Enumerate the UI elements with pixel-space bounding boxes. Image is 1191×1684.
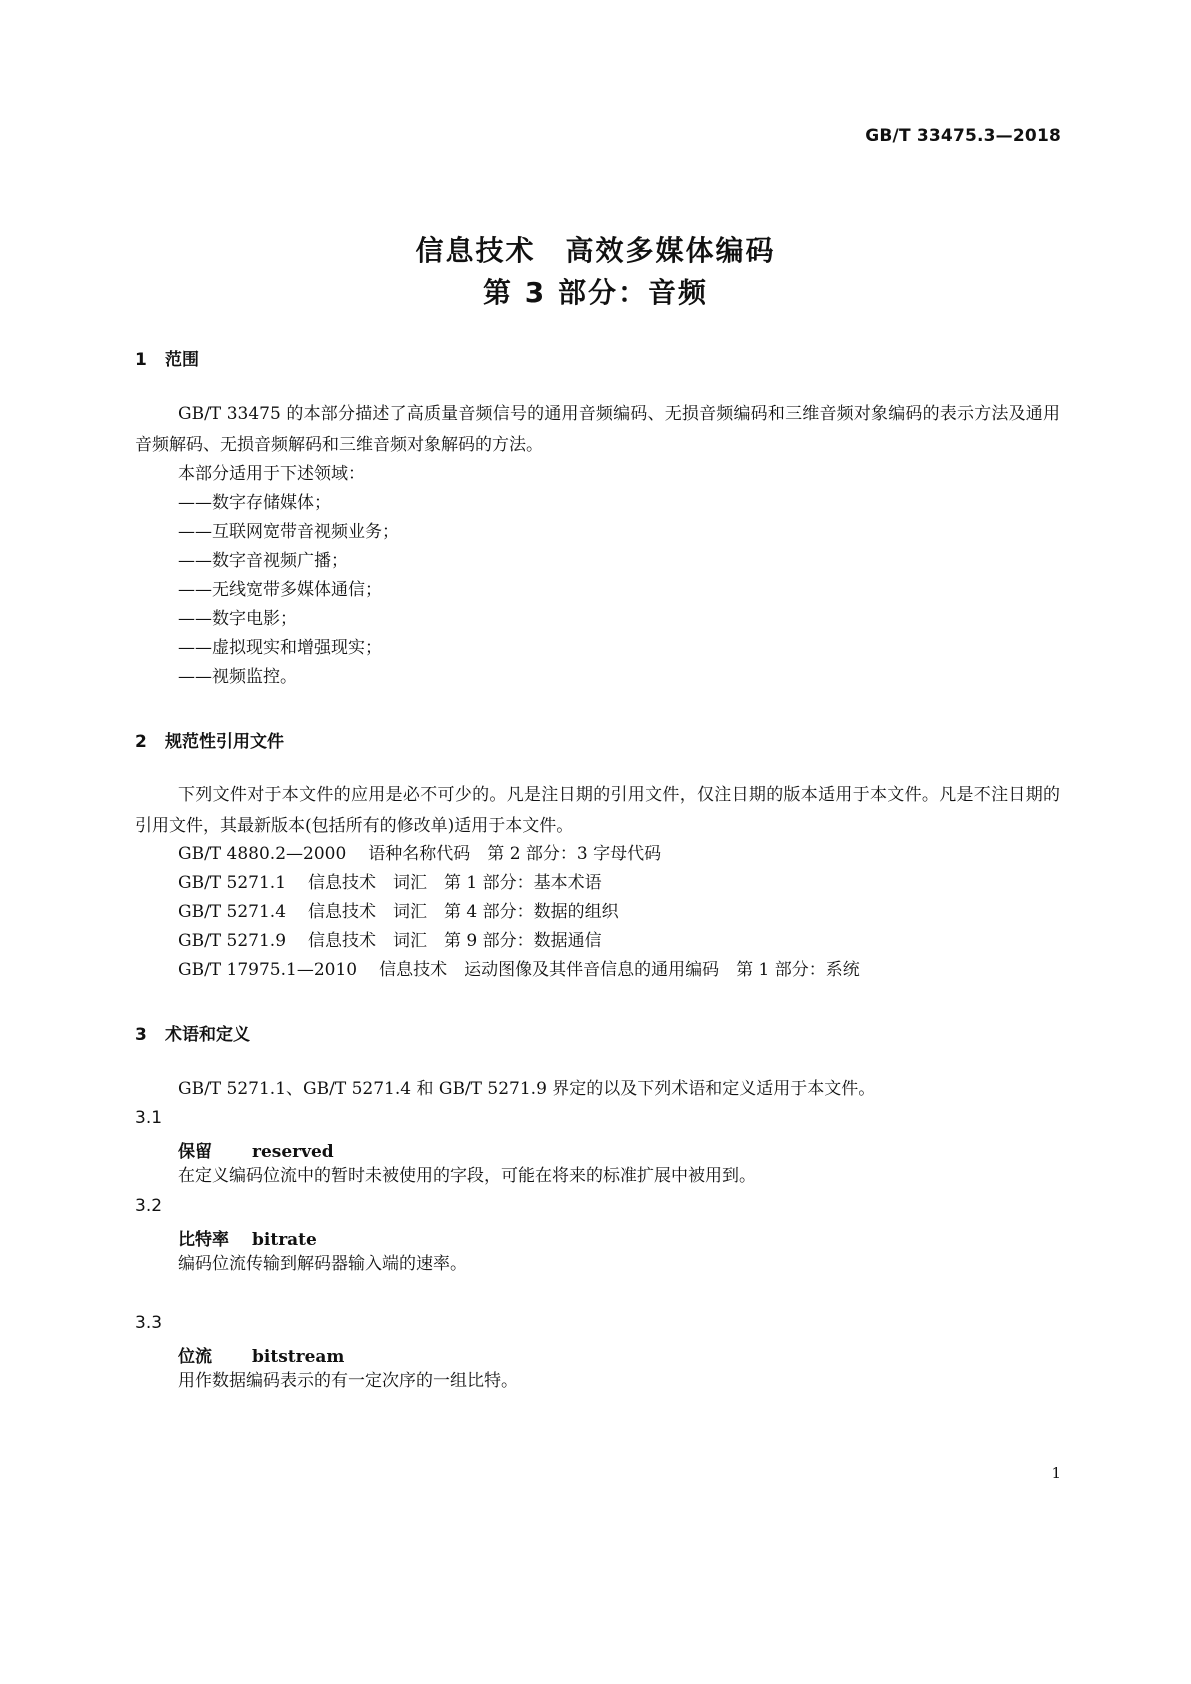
reference-code: GB/T 4880.2—2000: [178, 844, 347, 864]
term-chinese: 位流: [178, 1347, 212, 1367]
scope-item: ——数字音视频广播；: [178, 551, 348, 571]
section-title: 规范性引用文件: [165, 732, 284, 752]
reference-item: [178, 955, 860, 986]
reference-title: 语种名称代码 第 2 部分：3 字母代码: [368, 844, 662, 864]
reference-title: 信息技术 运动图像及其伴音信息的通用编码 第 1 部分：系统: [379, 960, 860, 980]
term-english: bitstream: [252, 1347, 345, 1367]
section-heading-scope: [135, 345, 199, 370]
term-definition: 用作数据编码表示的有一定次序的一组比特。: [178, 1371, 518, 1391]
term-title: [178, 1137, 334, 1162]
scope-intro: 本部分适用于下述领域：: [178, 464, 365, 484]
reference-item: [178, 897, 619, 928]
term-title: [178, 1225, 317, 1250]
section-title: 范围: [165, 350, 199, 370]
scope-item: ——数字电影；: [178, 609, 297, 629]
terms-intro-paragraph: GB/T 5271.1、GB/T 5271.4 和 GB/T 5271.9 界定的以及下列术语和定义适用于本文件。: [178, 1079, 876, 1099]
reference-title: 信息技术 词汇 第 4 部分：数据的组织: [308, 902, 619, 922]
term-chinese: 比特率: [178, 1230, 229, 1250]
term-definition: 在定义编码位流中的暂时未被使用的字段，可能在将来的标准扩展中被用到。: [178, 1166, 756, 1186]
reference-item: [178, 868, 602, 899]
reference-item: [178, 926, 602, 957]
reference-code: GB/T 5271.1: [178, 873, 287, 893]
reference-code: GB/T 5271.9: [178, 931, 287, 951]
reference-item: [178, 839, 661, 870]
scope-item: ——无线宽带多媒体通信；: [178, 580, 382, 600]
scope-item: ——数字存储媒体；: [178, 493, 331, 513]
term-definition: 编码位流传输到解码器输入端的速率。: [178, 1254, 467, 1274]
section-number: 1: [135, 350, 147, 370]
reference-code: GB/T 17975.1—2010: [178, 960, 358, 980]
section-number: 3: [135, 1025, 147, 1045]
term-number: 3.1: [135, 1108, 163, 1128]
scope-paragraph: GB/T 33475 的本部分描述了高质量音频信号的通用音频编码、无损音频编码和三维音频对象编码的表示方法及通用音频解码、无损音频解码和三维音频对象解码的方法。: [135, 404, 1060, 455]
term-number: 3.3: [135, 1313, 163, 1333]
scope-item: ——虚拟现实和增强现实；: [178, 638, 382, 658]
standard-number: GB/T 33475.3—2018: [865, 126, 1061, 146]
term-english: reserved: [252, 1142, 334, 1162]
term-number: 3.2: [135, 1196, 163, 1216]
term-english: bitrate: [252, 1230, 317, 1250]
scope-item: ——视频监控。: [178, 667, 297, 687]
section-title: 术语和定义: [165, 1025, 250, 1045]
term-chinese: 保留: [178, 1142, 212, 1162]
reference-title: 信息技术 词汇 第 9 部分：数据通信: [308, 931, 602, 951]
document-title-line-1: 信息技术 高效多媒体编码: [415, 234, 776, 267]
section-heading-terms-and-definitions: [135, 1020, 250, 1045]
reference-title: 信息技术 词汇 第 1 部分：基本术语: [308, 873, 602, 893]
reference-code: GB/T 5271.4: [178, 902, 287, 922]
document-title-line-2: 第 3 部分：音频: [483, 276, 708, 309]
scope-item: ——互联网宽带音视频业务；: [178, 522, 399, 542]
section-number: 2: [135, 732, 147, 752]
page-number: 1: [1051, 1464, 1061, 1482]
section-heading-normative-references: [135, 727, 284, 752]
references-paragraph: 下列文件对于本文件的应用是必不可少的。凡是注日期的引用文件，仅注日期的版本适用于本文件。凡是不注日期的引用文件，其最新版本(包括所有的修改单)适用于本文件。: [135, 785, 1060, 836]
term-title: [178, 1342, 344, 1367]
